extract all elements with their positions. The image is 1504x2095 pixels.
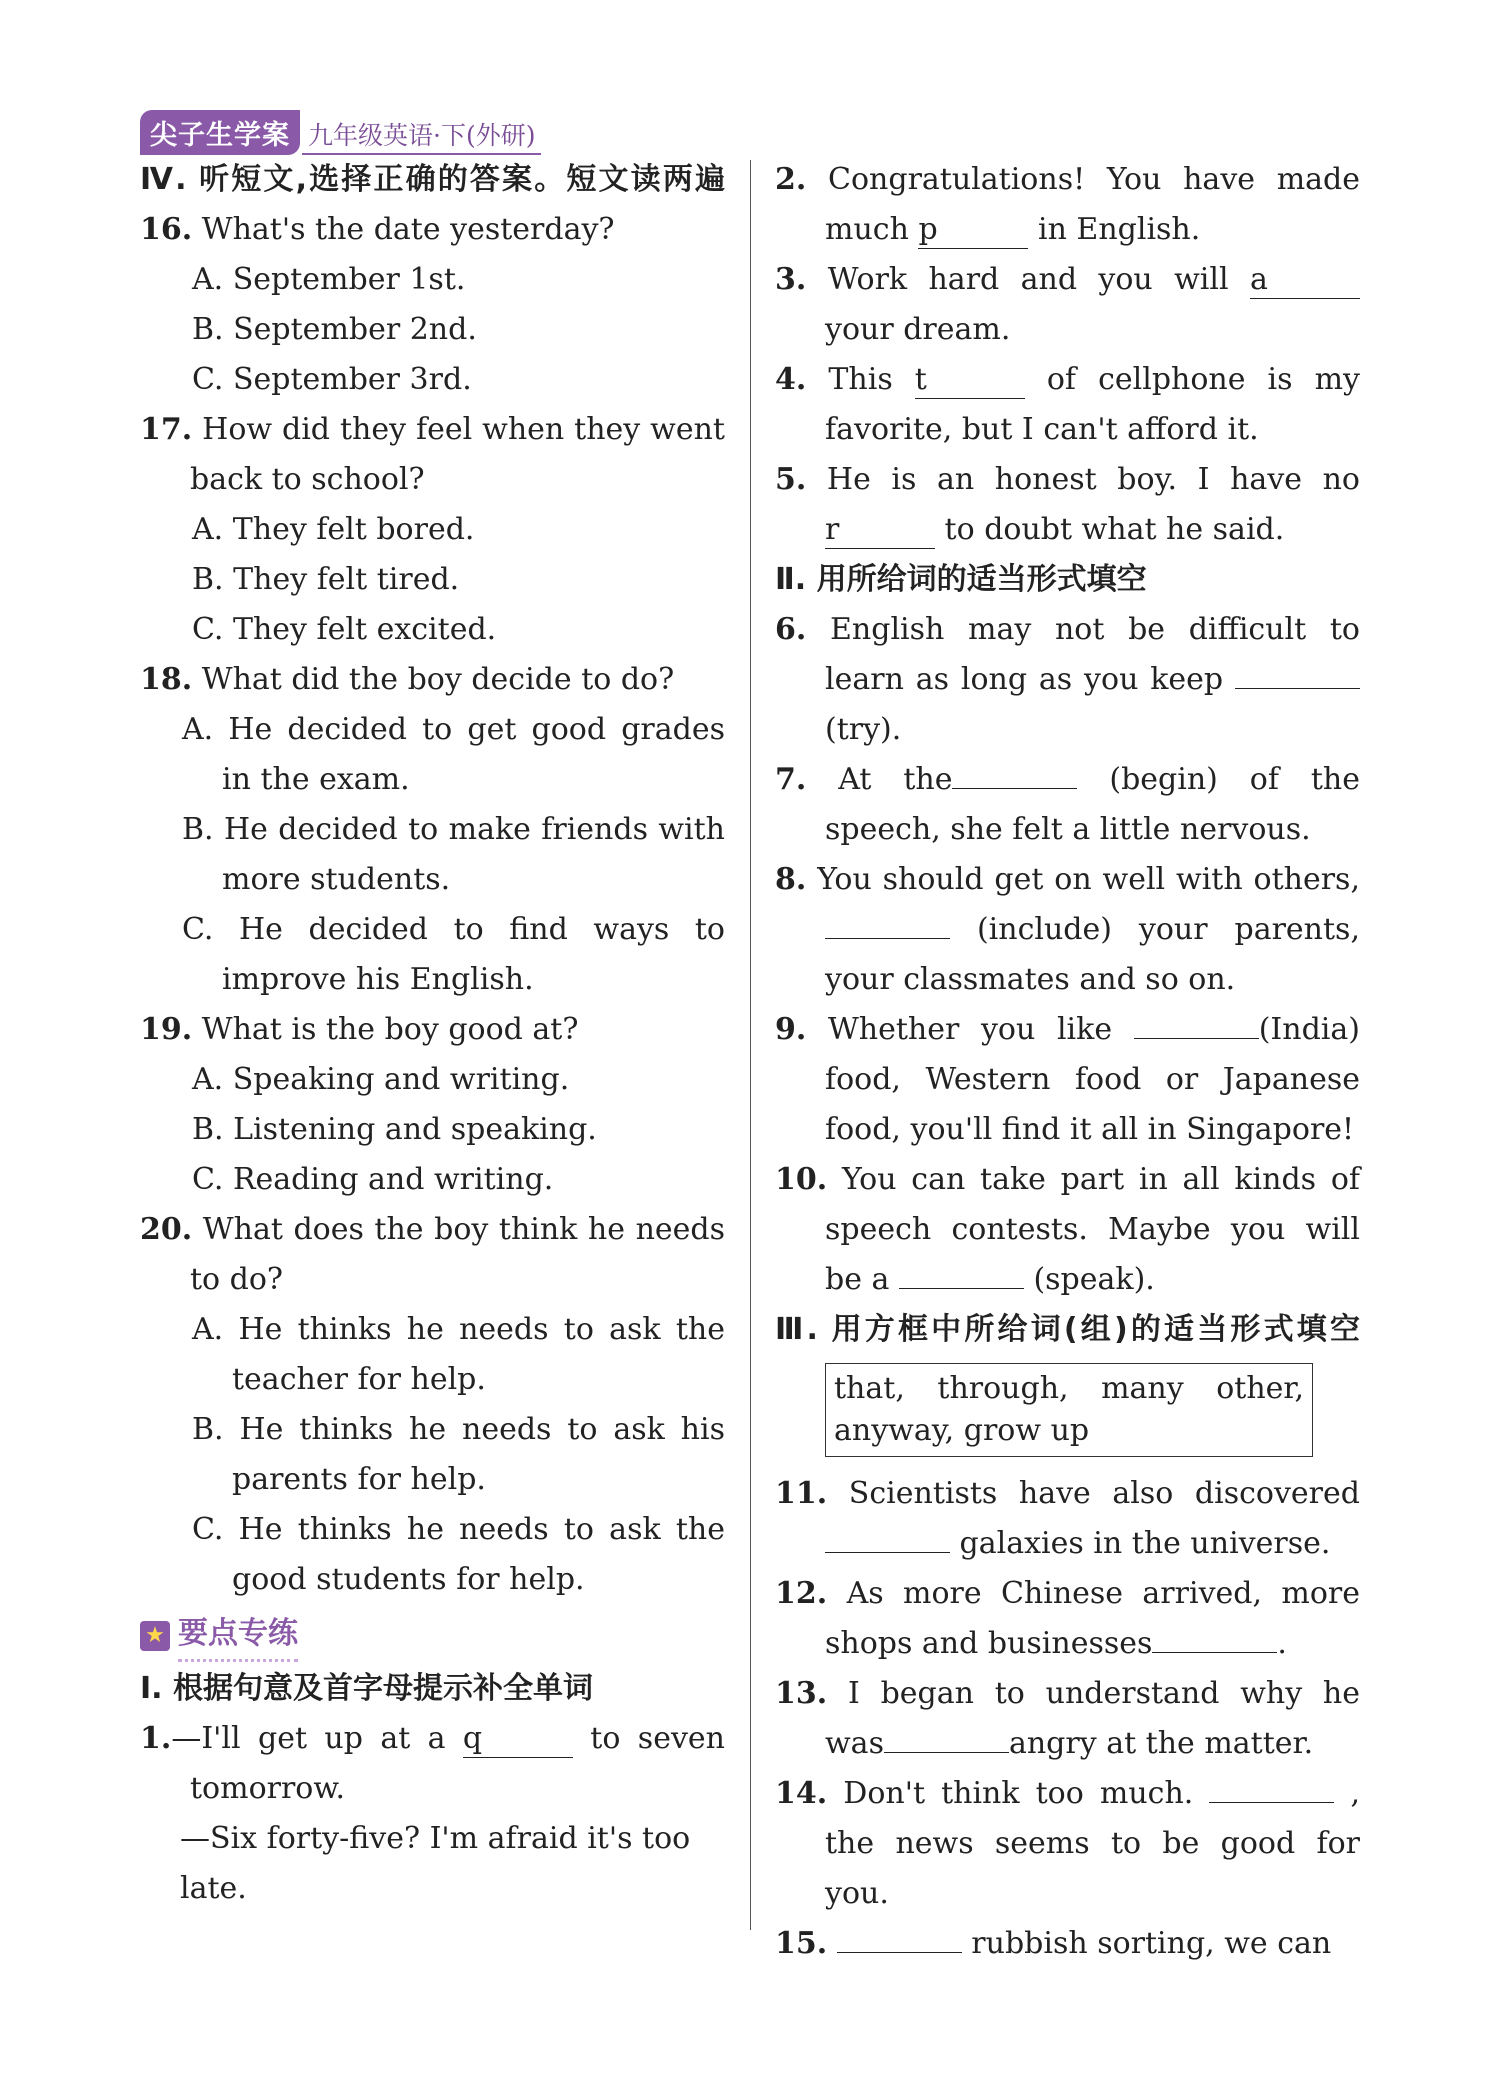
question-text-post: in English.	[1028, 212, 1201, 247]
word-box: that, through, many other, anyway, grow up	[825, 1363, 1313, 1457]
question-1	[140, 1714, 725, 1814]
question-4	[775, 355, 1360, 455]
question-1-reply: —Six forty-five? I'm afraid it's too late.	[180, 1821, 691, 1906]
question-text-pre: This	[828, 362, 915, 397]
question-14	[775, 1769, 1360, 1919]
book-subtitle: 九年级英语·下(外研)	[302, 116, 541, 155]
option-c[interactable]: C. They felt excited.	[192, 612, 497, 647]
question-text-post: rubbish sorting, we can	[961, 1926, 1332, 1961]
question-10	[775, 1155, 1360, 1305]
option-c[interactable]: C. He thinks he needs to ask the good students for help.	[192, 1512, 725, 1597]
question-text-pre: Don't think too much.	[843, 1776, 1210, 1811]
option-a[interactable]: A. Speaking and writing.	[192, 1062, 570, 1097]
question-text-pre: Work hard and you will	[827, 262, 1250, 297]
question-number: 10.	[775, 1162, 828, 1197]
question-text-pre: English may not be difficult to learn as long as you keep	[825, 612, 1360, 697]
question-number: 3.	[775, 262, 807, 297]
question-text-pre: He is an honest boy. I have no	[826, 462, 1360, 497]
keypoint-title: 要点专练	[178, 1609, 298, 1662]
page-header	[140, 110, 541, 155]
option-a[interactable]: A. They felt bored.	[192, 512, 475, 547]
answer-blank[interactable]	[463, 1721, 573, 1758]
option-b[interactable]: B. They felt tired.	[192, 562, 460, 597]
question-text-pre: Whether you like	[827, 1012, 1134, 1047]
answer-blank[interactable]	[825, 512, 935, 549]
question-number: 11.	[775, 1476, 828, 1511]
question-number: 12.	[775, 1576, 828, 1611]
question-number: 14.	[775, 1776, 828, 1811]
brand-logo: 尖子生学案	[140, 110, 300, 155]
question-number: 6.	[775, 612, 807, 647]
question-number: 16.	[140, 212, 193, 247]
answer-blank[interactable]	[837, 1952, 962, 1953]
question-number: 18.	[140, 662, 193, 697]
option-b[interactable]: B. He decided to make friends with more students.	[182, 812, 725, 897]
question-text-post: of cellphone is my favorite, but I can't afford it.	[825, 362, 1360, 447]
question-text-post: , the news seems to be good for you.	[825, 1776, 1360, 1911]
keypoint-heading	[140, 1609, 725, 1662]
question-18	[140, 655, 725, 705]
answer-blank[interactable]	[952, 788, 1077, 789]
question-5	[775, 455, 1360, 555]
question-9	[775, 1005, 1360, 1155]
question-text-post: (try).	[825, 712, 902, 747]
question-number: 1.	[140, 1721, 172, 1756]
option-a[interactable]: A. He decided to get good grades in the exam.	[182, 712, 725, 797]
answer-blank[interactable]	[1209, 1802, 1334, 1803]
answer-blank[interactable]	[1134, 1038, 1259, 1039]
question-text-pre: You can take part in all kinds of speech contests. Maybe you will be a	[825, 1162, 1360, 1297]
question-text: How did they feel when they went back to school?	[190, 412, 725, 497]
answer-blank[interactable]	[1250, 262, 1360, 299]
question-text-pre: I began to understand why he was	[825, 1676, 1360, 1761]
option-b[interactable]: B. He thinks he needs to ask his parents for help.	[192, 1412, 725, 1497]
section-2-title: Ⅱ. 用所给词的适当形式填空	[775, 562, 1147, 597]
option-c[interactable]: C. September 3rd.	[192, 362, 472, 397]
left-column	[140, 155, 725, 1914]
question-19	[140, 1005, 725, 1055]
question-text-post: (begin) of the speech, she felt a little nervous.	[825, 762, 1360, 847]
question-text-pre: Congratulations! You have made much	[825, 162, 1360, 247]
question-text: What is the boy good at?	[201, 1012, 579, 1047]
question-text: What does the boy think he needs to do?	[190, 1212, 725, 1297]
option-c[interactable]: C. He decided to find ways to improve his English.	[182, 912, 725, 997]
question-text-post: (India) food, Western food or Japanese food, you'll find it all in Singapore!	[825, 1012, 1360, 1147]
right-column	[775, 155, 1360, 1969]
question-number: 5.	[775, 462, 807, 497]
question-text-post: (include) your parents, your classmates and so on.	[825, 912, 1360, 997]
question-number: 8.	[775, 862, 807, 897]
question-11	[775, 1469, 1360, 1569]
question-number: 9.	[775, 1012, 807, 1047]
question-text-post: .	[1277, 1626, 1287, 1661]
option-a[interactable]: A. September 1st.	[192, 262, 466, 297]
question-text-pre: —I'll get up at a	[171, 1721, 463, 1756]
question-13	[775, 1669, 1360, 1769]
option-b[interactable]: B. September 2nd.	[192, 312, 477, 347]
question-3	[775, 255, 1360, 355]
answer-blank[interactable]	[899, 1288, 1024, 1289]
question-text-pre	[827, 1926, 837, 1961]
answer-blank[interactable]	[825, 938, 950, 939]
question-text-pre: As more Chinese arrived, more shops and businesses	[825, 1576, 1360, 1661]
answer-blank[interactable]	[825, 1552, 950, 1553]
answer-blank[interactable]	[1235, 688, 1360, 689]
initial-letter: r	[825, 512, 840, 547]
question-number: 20.	[140, 1212, 193, 1247]
question-2	[775, 155, 1360, 255]
question-number: 7.	[775, 762, 807, 797]
option-a[interactable]: A. He thinks he needs to ask the teacher for help.	[192, 1312, 725, 1397]
answer-blank[interactable]	[1152, 1652, 1277, 1653]
question-number: 13.	[775, 1676, 828, 1711]
section-1-title: Ⅰ. 根据句意及首字母提示补全单词	[140, 1671, 594, 1706]
question-8	[775, 855, 1360, 1005]
initial-letter: p	[918, 212, 938, 247]
question-text-pre: You should get on well with others,	[817, 862, 1360, 897]
question-text: What did the boy decide to do?	[201, 662, 675, 697]
initial-letter: q	[462, 1721, 483, 1756]
question-text-post: to doubt what he said.	[935, 512, 1285, 547]
question-text-post: to seven tomorrow.	[190, 1721, 725, 1806]
question-text-post: your dream.	[825, 312, 1011, 347]
question-15	[775, 1919, 1360, 1969]
question-text-post: angry at the matter.	[1008, 1726, 1314, 1761]
question-text-post: (speak).	[1023, 1262, 1155, 1297]
question-6	[775, 605, 1360, 755]
question-number: 17.	[140, 412, 193, 447]
question-12	[775, 1569, 1360, 1669]
initial-letter: a	[1249, 262, 1268, 297]
answer-blank[interactable]	[884, 1752, 1009, 1753]
question-text: What's the date yesterday?	[201, 212, 615, 247]
question-text-post: galaxies in the universe.	[950, 1526, 1331, 1561]
star-icon: ★	[140, 1621, 170, 1651]
question-number: 15.	[775, 1926, 828, 1961]
question-17	[140, 405, 725, 505]
question-20	[140, 1205, 725, 1305]
question-text-pre: Scientists have also discovered	[848, 1476, 1360, 1511]
answer-blank[interactable]	[918, 212, 1028, 249]
question-7	[775, 755, 1360, 855]
section-3-title: Ⅲ. 用方框中所给词(组)的适当形式填空	[775, 1312, 1360, 1347]
section-4-title: Ⅳ. 听短文,选择正确的答案。短文读两遍	[140, 162, 725, 197]
answer-blank[interactable]	[915, 362, 1025, 399]
question-text-pre: At the	[838, 762, 953, 797]
question-number: 2.	[775, 162, 807, 197]
option-c[interactable]: C. Reading and writing.	[192, 1162, 554, 1197]
question-number: 4.	[775, 362, 807, 397]
question-16	[140, 205, 725, 255]
initial-letter: t	[914, 362, 927, 397]
column-divider	[750, 160, 751, 1930]
option-b[interactable]: B. Listening and speaking.	[192, 1112, 597, 1147]
question-number: 19.	[140, 1012, 193, 1047]
